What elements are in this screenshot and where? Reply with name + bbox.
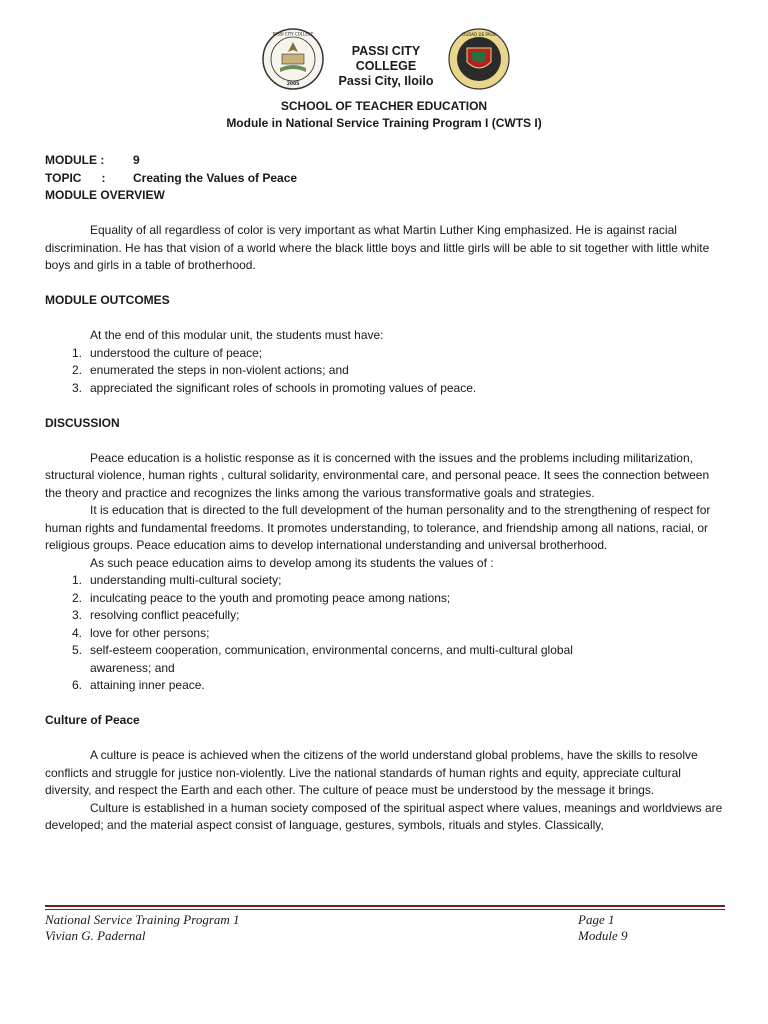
school-name: SCHOOL OF TEACHER EDUCATION bbox=[280, 99, 488, 113]
discussion-paragraph-3: As such peace education aims to develop among its students the values of : bbox=[90, 555, 494, 570]
footer-author: Vivian G. Padernal bbox=[45, 928, 146, 943]
discussion-heading: DISCUSSION bbox=[45, 415, 120, 430]
document-header bbox=[0, 28, 768, 90]
list-item: 3. appreciated the significant roles of schools in promoting values of peace. bbox=[71, 380, 477, 395]
discussion-paragraph-1: Peace education is a holistic response as it is concerned with the issues and the problems including militarization, structural violence, human rights , cultural solidarity, environmental care, and personal peace. It sees the connection between the theory and practice and recognizes the links among the various transformative goals and strategies. bbox=[45, 450, 710, 500]
outcomes-heading: MODULE OUTCOMES bbox=[45, 293, 170, 307]
list-item: 4. love for other persons; bbox=[71, 625, 210, 640]
topic-value: Creating the Values of Peace bbox=[133, 170, 298, 185]
list-item: 1. understood the culture of peace; bbox=[71, 345, 263, 360]
overview-paragraph: Equality of all regardless of color is very important as what Martin Luther King emphasized. He is against racial discrimination. He has that vision of a world where the black little boys and little girls will be able to sit together with little white boys and girls in a table of brotherhood. bbox=[45, 223, 710, 272]
culture-heading: Culture of Peace bbox=[45, 713, 140, 727]
svg-text:PASSI CITY COLLEGE: PASSI CITY COLLEGE bbox=[272, 31, 314, 37]
values-list bbox=[28, 572, 725, 695]
college-seal-logo bbox=[262, 28, 324, 90]
outcomes-intro: At the end of this modular unit, the students must have: bbox=[90, 328, 384, 342]
module-title: Module in National Service Training Program I (CWTS I) bbox=[226, 116, 542, 130]
list-item: 2. inculcating peace to the youth and promoting peace among nations; bbox=[71, 590, 451, 605]
college-name: PASSI CITY COLLEGE bbox=[351, 44, 421, 73]
list-item: 5. self-esteem cooperation, communication, environmental concerns, and multi-cultural global awareness; and bbox=[71, 643, 573, 675]
discussion-paragraph-2: It is education that is directed to the full development of the human personality and to the strengthening of respect for human rights and fundamental freedoms. It promotes understanding, to tolerance, and friendship among all nations, racial, or religious groups. Peace education aims to develop international understanding and universal brotherhood. bbox=[45, 503, 711, 552]
topic-row bbox=[45, 170, 725, 188]
svg-text:2005: 2005 bbox=[286, 82, 300, 87]
module-number-row bbox=[45, 152, 725, 170]
footer-page: Page 1 bbox=[578, 912, 615, 927]
city-seal-logo bbox=[448, 28, 510, 90]
outcomes-list bbox=[28, 345, 725, 398]
list-item: 1. understanding multi-cultural society; bbox=[71, 573, 282, 587]
footer-rule-thin bbox=[45, 909, 725, 910]
culture-paragraph-1: A culture is peace is achieved when the citizens of the world understand global problems, have the skills to resolve conflicts and struggle for justice non-violently. Live the national standards of human rights and equity, appreciate cultural diversity, and respect the Earth and each other. The culture of peace must be understood by the message it brings. bbox=[45, 748, 698, 797]
module-label: MODULE : bbox=[45, 153, 105, 167]
overview-heading: MODULE OVERVIEW bbox=[45, 188, 165, 202]
list-item: 3. resolving conflict peacefully; bbox=[71, 608, 240, 622]
footer-rule bbox=[45, 905, 725, 907]
topic-label: TOPIC : bbox=[45, 170, 106, 185]
school-heading bbox=[0, 98, 768, 132]
college-location: Passi City, Iloilo bbox=[338, 74, 434, 88]
footer-module: Module 9 bbox=[578, 928, 628, 943]
list-item: 6. attaining inner peace. bbox=[71, 678, 205, 692]
module-value: 9 bbox=[133, 153, 140, 167]
culture-paragraph-2: Culture is established in a human society composed of the spiritual aspect where values, meanings and worldviews are developed; and the material aspect consist of language, gestures, symbols, rituals and styles. Classically, bbox=[45, 800, 723, 832]
footer-course: National Service Training Program 1 bbox=[45, 912, 240, 927]
document-body bbox=[45, 152, 725, 835]
college-title bbox=[330, 44, 442, 89]
list-item: 2. enumerated the steps in non-violent actions; and bbox=[71, 363, 349, 377]
svg-text:CIUDAD DE PASSI: CIUDAD DE PASSI bbox=[461, 32, 497, 37]
